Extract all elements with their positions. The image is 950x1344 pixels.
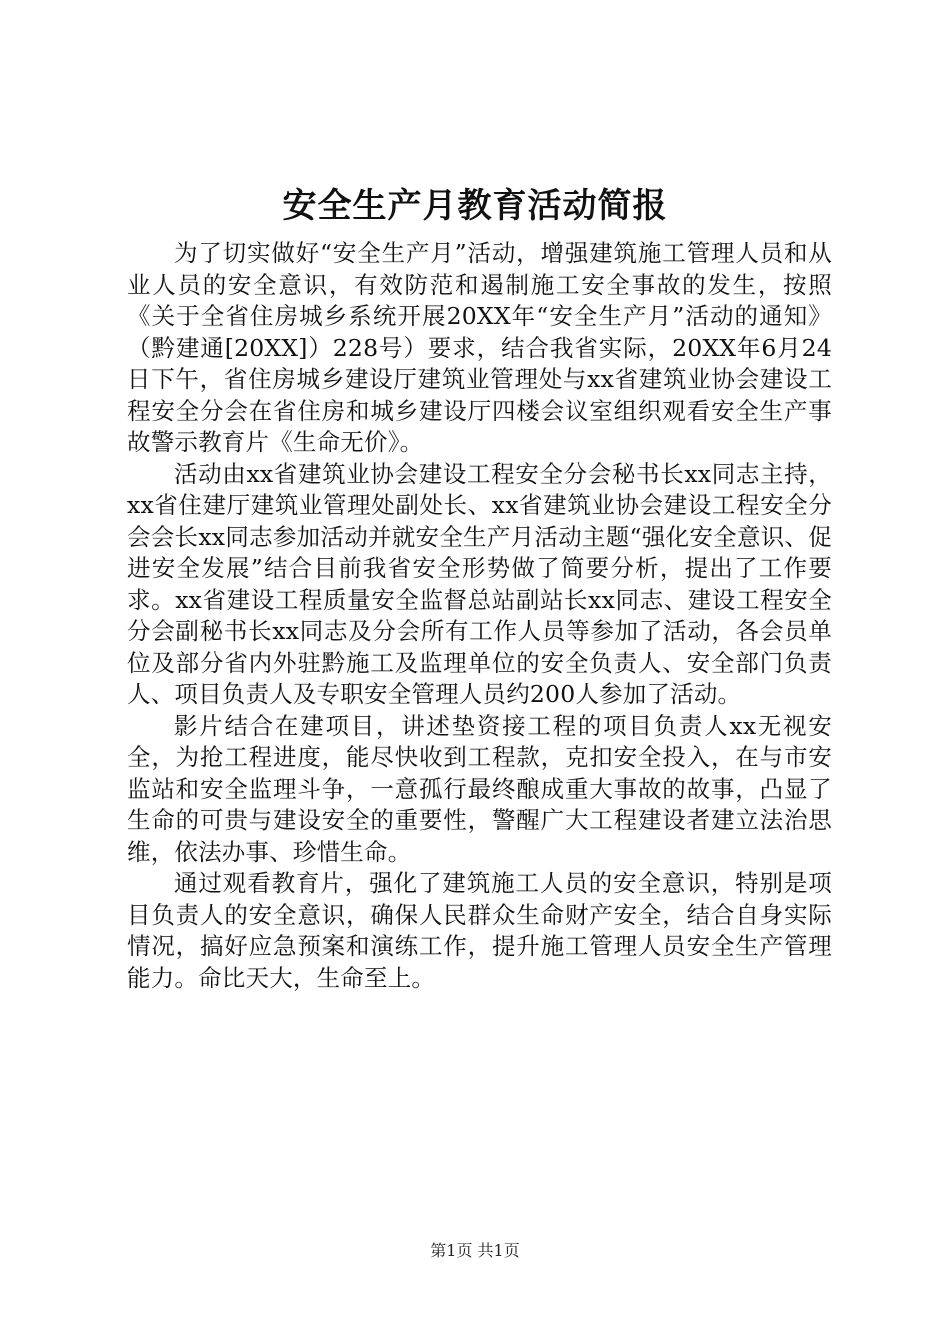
document-body [127, 238, 832, 994]
document-title: 安全生产月教育活动简报 [282, 186, 668, 226]
paragraph-conclusion: 通过观看教育片，强化了建筑施工人员的安全意识，特别是项目负责人的安全意识，确保人民群众生命财产安全，结合自身实际情况，搞好应急预案和演练工作，提升施工管理人员安全生产管理能力。命比天大，生命至上。 [127, 869, 832, 992]
paragraph-intro: 为了切实做好“安全生产月”活动，增强建筑施工管理人员和从业人员的安全意识，有效防范和遏制施工安全事故的发生，按照《关于全省住房城乡系统开展20XX年“安全生产月”活动的通知》（黔建通[20XX]）228号）要求，结合我省实际，20XX年6月24日下午，省住房城乡建设厅建筑业管理处与xx省建筑业协会建设工程安全分会在省住房和城乡建设厅四楼会议室组织观看安全生产事故警示教育片《生命无价》。 [127, 239, 832, 456]
paragraph-activity: 活动由xx省建筑业协会建设工程安全分会秘书长xx同志主持，xx省住建厅建筑业管理处副处长、xx省建筑业协会建设工程安全分会会长xx同志参加活动并就安全生产月活动主题“强化安全意识、促进安全发展”结合目前我省安全形势做了简要分析，提出了工作要求。xx省建设工程质量安全监督总站副站长xx同志、建设工程安全分会副秘书长xx同志及分会所有工作人员等参加了活动，各会员单位及部分省内外驻黔施工及监理单位的安全负责人、安全部门负责人、项目负责人及专职安全管理人员约200人参加了活动。 [127, 459, 832, 708]
paragraph-film: 影片结合在建项目，讲述垫资接工程的项目负责人xx无视安全，为抢工程进度，能尽快收到工程款，克扣安全投入，在与市安监站和安全监理斗争，一意孤行最终酿成重大事故的故事，凸显了生命的可贵与建设安全的重要性，警醒广大工程建设者建立法治思维，依法办事、珍惜生命。 [127, 711, 832, 866]
page-footer: 第1页 共1页 [430, 1241, 520, 1260]
